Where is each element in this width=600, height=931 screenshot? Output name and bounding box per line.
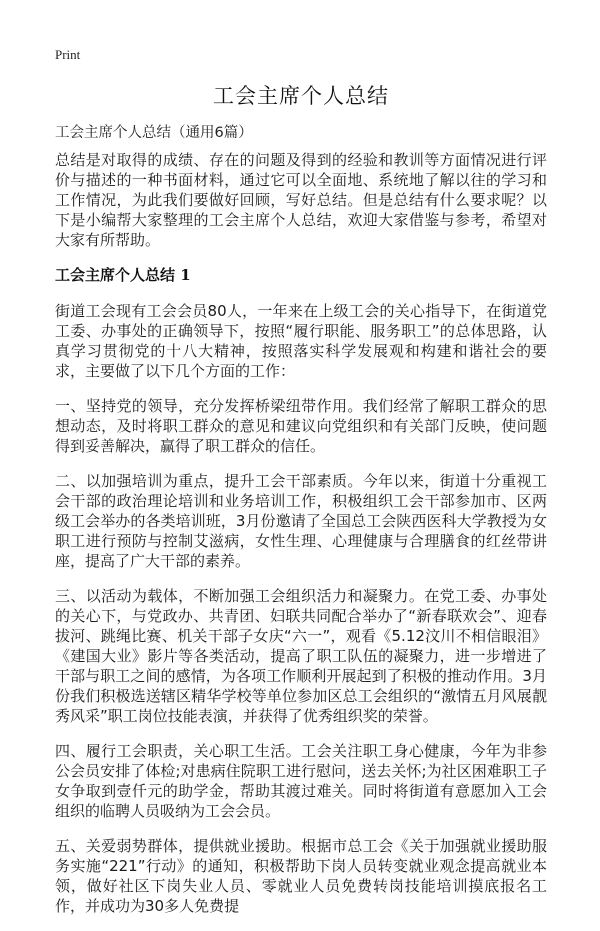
document-subtitle: 工会主席个人总结（通用6篇） <box>55 125 253 141</box>
body-paragraph: 街道工会现有工会会员80人，一年来在上级工会的关心指导下，在街道党工委、办事处的正确领导下，按照“履行职能、服务职工”的总体思路，认真学习贯彻党的十八大精神，按照落实科学发展观和构建和谐社会的要求，主要做了以下几个方面的工作： <box>55 302 547 380</box>
body-paragraph: 二、以加强培训为重点，提升工会干部素质。今年以来，街道十分重视工会干部的政治理论培训和业务培训工作，积极组织工会干部参加市、区两级工会举办的各类培训班，3月份邀请了全国总工会陕西医科大学教授为女职工进行预防与控制艾滋病，女性生理、心理健康与合理膳食的红丝带讲座，提高了广大干部的素养。 <box>55 472 547 570</box>
body-paragraph: 三、以活动为载体，不断加强工会组织活力和凝聚力。在党工委、办事处的关心下，与党政办、共青团、妇联共同配合举办了“新春联欢会”、迎春拔河、跳绳比赛、机关干部子女庆“六一”，观看《5.12汶川不相信眼泪》《建国大业》影片等各类活动，提高了职工队伍的凝聚力，进一步增进了干部与职工之间的感情，为各项工作顺利开展起到了积极的推动作用。3月份我们积极选送辖区精华学校等单位参加区总工会组织的“激情五月风展靓秀风采”职工岗位技能表演，并获得了优秀组织奖的荣誉。 <box>55 587 547 725</box>
print-link[interactable]: Print <box>55 47 81 62</box>
body-paragraph: 五、关爱弱势群体，提供就业援助。根据市总工会《关于加强就业援助服务实施“221”行动》的通知，积极帮助下岗人员转变就业观念提高就业本领，做好社区下岗失业人员、零就业人员免费转岗技能培训摸底报名工作，并成功为30多人免费提 <box>55 837 547 915</box>
body-paragraph: 四、履行工会职责，关心职工生活。工会关注职工身心健康，今年为非参公会员安排了体检;对患病住院职工进行慰问，送去关怀;为社区困难职工子女争取到壹仟元的助学金，帮助其渡过难关。同时将街道有意愿加入工会组织的临聘人员吸纳为工会会员。 <box>55 742 547 820</box>
section-heading: 工会主席个人总结 1 <box>55 266 191 284</box>
document-body <box>55 150 547 931</box>
document-title: 工会主席个人总结 <box>213 84 389 108</box>
intro-paragraph: 总结是对取得的成绩、存在的问题及得到的经验和教训等方面情况进行评价与描述的一种书面材料，通过它可以全面地、系统地了解以往的学习和工作情况，为此我们要做好回顾，写好总结。但是总结有什么要求呢？以下是小编帮大家整理的工会主席个人总结，欢迎大家借鉴与参考，希望对大家有所帮助。 <box>55 151 547 249</box>
body-paragraph: 一、坚持党的领导，充分发挥桥梁纽带作用。我们经常了解职工群众的思想动态，及时将职工群众的意见和建议向党组织和有关部门反映，使问题得到妥善解决，赢得了职工群众的信任。 <box>55 397 547 455</box>
